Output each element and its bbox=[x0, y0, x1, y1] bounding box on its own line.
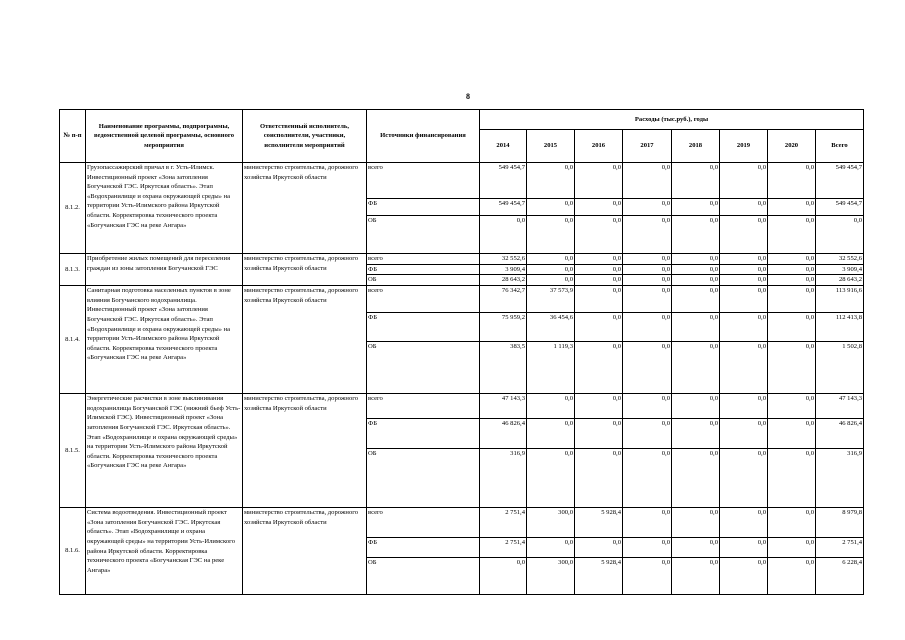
amount-cell: 0,0 bbox=[575, 216, 623, 254]
header-year: 2020 bbox=[768, 130, 816, 163]
item-responsible: министерство строительства, дорожного хозяйства Иркутской области bbox=[243, 163, 367, 254]
amount-cell: 0,0 bbox=[527, 275, 575, 286]
amount-cell: 0,0 bbox=[768, 286, 816, 313]
amount-cell: 0,0 bbox=[575, 538, 623, 558]
header-year: 2018 bbox=[672, 130, 720, 163]
amount-cell: 0,0 bbox=[720, 394, 768, 419]
amount-cell: 0,0 bbox=[575, 163, 623, 199]
amount-cell: 0,0 bbox=[768, 508, 816, 538]
amount-cell: 0,0 bbox=[623, 449, 672, 508]
item-name: Система водоотведения. Инвестиционный проект «Зона затопления Богучанской ГЭС. Иркутская область». Этап «Водохранилище и охрана окружающей среды» на территории Усть-Илимского района Иркутской области. Корректировка технического проекта «Богучанская ГЭС на реке Ангара» bbox=[86, 508, 243, 595]
amount-cell: 0,0 bbox=[720, 419, 768, 449]
item-name: Энергетические расчистки в зоне выклинивания водохранилища Богучанской ГЭС (нижний бьеф Усть-Илимской ГЭС). Инвестиционный проект «Зона затопления Богучанской ГЭС. Иркутская область». Этап «Водохранилище и охрана окружающей среды» на территории Усть-Илимского района Иркутской области. Корректировка технического проекта «Богучанская ГЭС на реке Ангара» bbox=[86, 394, 243, 508]
amount-cell: 0,0 bbox=[768, 342, 816, 394]
amount-cell: 0,0 bbox=[720, 538, 768, 558]
amount-cell: 0,0 bbox=[623, 342, 672, 394]
amount-cell: 0,0 bbox=[575, 394, 623, 419]
amount-cell: 0,0 bbox=[672, 254, 720, 265]
header-year: 2015 bbox=[527, 130, 575, 163]
amount-cell: 0,0 bbox=[623, 216, 672, 254]
amount-cell: 0,0 bbox=[527, 449, 575, 508]
header-responsible: Ответственный исполнитель, соисполнители, участники, исполнители мероприятий bbox=[243, 110, 367, 163]
amount-cell: 0,0 bbox=[768, 558, 816, 595]
amount-cell: 0,0 bbox=[575, 264, 623, 275]
funding-source: ОБ bbox=[367, 275, 480, 286]
amount-total: 3 909,4 bbox=[816, 264, 864, 275]
amount-cell: 0,0 bbox=[720, 342, 768, 394]
amount-cell: 383,5 bbox=[480, 342, 527, 394]
table-row bbox=[60, 508, 864, 538]
amount-cell: 0,0 bbox=[527, 419, 575, 449]
amount-cell: 37 573,9 bbox=[527, 286, 575, 313]
amount-cell: 0,0 bbox=[623, 419, 672, 449]
funding-source: ФБ bbox=[367, 538, 480, 558]
amount-cell: 0,0 bbox=[768, 199, 816, 216]
amount-cell: 549 454,7 bbox=[480, 199, 527, 216]
amount-cell: 0,0 bbox=[527, 394, 575, 419]
amount-cell: 0,0 bbox=[768, 538, 816, 558]
amount-cell: 0,0 bbox=[720, 275, 768, 286]
amount-cell: 0,0 bbox=[720, 286, 768, 313]
item-responsible: министерство строительства, дорожного хозяйства Иркутской области bbox=[243, 254, 367, 286]
amount-cell: 0,0 bbox=[768, 419, 816, 449]
amount-cell: 0,0 bbox=[575, 342, 623, 394]
amount-cell: 0,0 bbox=[575, 419, 623, 449]
amount-total: 46 826,4 bbox=[816, 419, 864, 449]
amount-total: 47 143,3 bbox=[816, 394, 864, 419]
amount-cell: 0,0 bbox=[480, 216, 527, 254]
header-year: 2014 bbox=[480, 130, 527, 163]
amount-total: 113 916,6 bbox=[816, 286, 864, 313]
amount-cell: 75 959,2 bbox=[480, 313, 527, 342]
amount-cell: 28 643,2 bbox=[480, 275, 527, 286]
amount-cell: 0,0 bbox=[623, 508, 672, 538]
amount-cell: 0,0 bbox=[623, 275, 672, 286]
amount-cell: 0,0 bbox=[672, 313, 720, 342]
amount-cell: 0,0 bbox=[527, 264, 575, 275]
funding-source: всего bbox=[367, 508, 480, 538]
header-year: 2016 bbox=[575, 130, 623, 163]
header-no: № п-п bbox=[60, 110, 86, 163]
amount-cell: 0,0 bbox=[672, 163, 720, 199]
amount-cell: 0,0 bbox=[720, 264, 768, 275]
item-responsible: министерство строительства, дорожного хозяйства Иркутской области bbox=[243, 394, 367, 508]
item-name: Санитарная подготовка населенных пунктов в зоне влияния Богучанского водохранилища. Инвестиционный проект «Зона затопления Богучанской ГЭС. Иркутская область». Этап «Водохранилище и охрана окружающей среды» на территории Усть-Илимского района Иркутской области. Корректировка технического проекта «Богучанская ГЭС на реке Ангара» bbox=[86, 286, 243, 394]
amount-cell: 0,0 bbox=[720, 254, 768, 265]
amount-cell: 0,0 bbox=[527, 199, 575, 216]
funding-source: всего bbox=[367, 163, 480, 199]
amount-cell: 0,0 bbox=[480, 558, 527, 595]
amount-total: 1 502,8 bbox=[816, 342, 864, 394]
amount-cell: 0,0 bbox=[623, 163, 672, 199]
item-code: 8.1.5. bbox=[60, 394, 86, 508]
item-code: 8.1.4. bbox=[60, 286, 86, 394]
amount-cell: 0,0 bbox=[575, 286, 623, 313]
item-code: 8.1.6. bbox=[60, 508, 86, 595]
amount-cell: 0,0 bbox=[720, 199, 768, 216]
table-row bbox=[60, 286, 864, 313]
amount-cell: 0,0 bbox=[768, 163, 816, 199]
header-expenses: Расходы (тыс.руб.), годы bbox=[480, 110, 864, 130]
funding-source: ФБ bbox=[367, 419, 480, 449]
page-number: 8 bbox=[466, 92, 470, 101]
amount-total: 28 643,2 bbox=[816, 275, 864, 286]
item-responsible: министерство строительства, дорожного хозяйства Иркутской области bbox=[243, 508, 367, 595]
amount-cell: 0,0 bbox=[623, 558, 672, 595]
amount-cell: 0,0 bbox=[768, 275, 816, 286]
amount-cell: 0,0 bbox=[672, 216, 720, 254]
funding-source: всего bbox=[367, 286, 480, 313]
amount-cell: 0,0 bbox=[672, 286, 720, 313]
amount-cell: 0,0 bbox=[768, 254, 816, 265]
amount-cell: 0,0 bbox=[623, 286, 672, 313]
amount-cell: 0,0 bbox=[720, 216, 768, 254]
amount-cell: 0,0 bbox=[527, 538, 575, 558]
funding-source: ОБ bbox=[367, 449, 480, 508]
amount-cell: 0,0 bbox=[672, 275, 720, 286]
amount-total: 549 454,7 bbox=[816, 163, 864, 199]
funding-source: ОБ bbox=[367, 558, 480, 595]
header-source: Источники финансирования bbox=[367, 110, 480, 163]
item-code: 8.1.2. bbox=[60, 163, 86, 254]
funding-source: ФБ bbox=[367, 313, 480, 342]
amount-cell: 0,0 bbox=[672, 199, 720, 216]
funding-source: ОБ bbox=[367, 216, 480, 254]
amount-cell: 3 909,4 bbox=[480, 264, 527, 275]
header-name: Наименование программы, подпрограммы, ведомственной целевой программы, основного мероприятия bbox=[86, 110, 243, 163]
funding-source: всего bbox=[367, 254, 480, 265]
table-row bbox=[60, 254, 864, 265]
funding-source: ФБ bbox=[367, 264, 480, 275]
amount-cell: 0,0 bbox=[720, 313, 768, 342]
amount-cell: 0,0 bbox=[623, 199, 672, 216]
amount-cell: 0,0 bbox=[527, 163, 575, 199]
amount-cell: 0,0 bbox=[672, 342, 720, 394]
amount-total: 549 454,7 bbox=[816, 199, 864, 216]
amount-cell: 0,0 bbox=[575, 254, 623, 265]
amount-cell: 0,0 bbox=[672, 449, 720, 508]
amount-cell: 0,0 bbox=[575, 313, 623, 342]
amount-cell: 0,0 bbox=[720, 508, 768, 538]
amount-cell: 0,0 bbox=[768, 449, 816, 508]
amount-cell: 300,0 bbox=[527, 558, 575, 595]
amount-cell: 0,0 bbox=[623, 264, 672, 275]
budget-table bbox=[59, 109, 864, 595]
item-name: Грузопассажирский причал в г. Усть-Илимск. Инвестиционный проект «Зона затопления Богучанской ГЭС. Иркутская область». Этап «Водохранилище и охрана окружающей среды» на территории Усть-Илимского района Иркутской области. Корректировка технического проекта «Богучанская ГЭС на реке Ангара» bbox=[86, 163, 243, 254]
amount-cell: 0,0 bbox=[720, 163, 768, 199]
amount-cell: 0,0 bbox=[672, 538, 720, 558]
funding-source: всего bbox=[367, 394, 480, 419]
amount-cell: 5 928,4 bbox=[575, 558, 623, 595]
header-total: Всего bbox=[816, 130, 864, 163]
item-code: 8.1.3. bbox=[60, 254, 86, 286]
amount-cell: 36 454,6 bbox=[527, 313, 575, 342]
amount-cell: 0,0 bbox=[720, 558, 768, 595]
item-responsible: министерство строительства, дорожного хозяйства Иркутской области bbox=[243, 286, 367, 394]
amount-cell: 316,9 bbox=[480, 449, 527, 508]
item-name: Приобретение жилых помещений для переселения граждан из зоны затопления Богучанской ГЭС bbox=[86, 254, 243, 286]
amount-cell: 0,0 bbox=[768, 313, 816, 342]
amount-cell: 2 751,4 bbox=[480, 538, 527, 558]
amount-total: 0,0 bbox=[816, 216, 864, 254]
amount-cell: 0,0 bbox=[672, 419, 720, 449]
amount-cell: 2 751,4 bbox=[480, 508, 527, 538]
amount-cell: 1 119,3 bbox=[527, 342, 575, 394]
amount-cell: 0,0 bbox=[575, 449, 623, 508]
amount-cell: 0,0 bbox=[672, 508, 720, 538]
amount-total: 316,9 bbox=[816, 449, 864, 508]
amount-cell: 0,0 bbox=[623, 538, 672, 558]
amount-cell: 0,0 bbox=[623, 254, 672, 265]
amount-cell: 0,0 bbox=[720, 449, 768, 508]
amount-cell: 47 143,3 bbox=[480, 394, 527, 419]
amount-cell: 0,0 bbox=[575, 199, 623, 216]
amount-cell: 0,0 bbox=[768, 394, 816, 419]
amount-cell: 32 552,6 bbox=[480, 254, 527, 265]
amount-cell: 0,0 bbox=[527, 216, 575, 254]
amount-total: 112 413,8 bbox=[816, 313, 864, 342]
amount-cell: 76 342,7 bbox=[480, 286, 527, 313]
table-body bbox=[60, 163, 864, 595]
amount-total: 32 552,6 bbox=[816, 254, 864, 265]
funding-source: ОБ bbox=[367, 342, 480, 394]
header-year: 2019 bbox=[720, 130, 768, 163]
header-year: 2017 bbox=[623, 130, 672, 163]
amount-cell: 0,0 bbox=[623, 313, 672, 342]
table-row bbox=[60, 163, 864, 199]
amount-cell: 0,0 bbox=[672, 264, 720, 275]
amount-cell: 0,0 bbox=[623, 394, 672, 419]
amount-cell: 0,0 bbox=[768, 216, 816, 254]
amount-cell: 5 928,4 bbox=[575, 508, 623, 538]
table-row bbox=[60, 394, 864, 419]
amount-cell: 0,0 bbox=[527, 254, 575, 265]
amount-cell: 0,0 bbox=[575, 275, 623, 286]
amount-cell: 549 454,7 bbox=[480, 163, 527, 199]
amount-cell: 46 826,4 bbox=[480, 419, 527, 449]
amount-cell: 0,0 bbox=[672, 394, 720, 419]
amount-total: 6 228,4 bbox=[816, 558, 864, 595]
amount-cell: 0,0 bbox=[768, 264, 816, 275]
funding-source: ФБ bbox=[367, 199, 480, 216]
amount-cell: 300,0 bbox=[527, 508, 575, 538]
amount-total: 8 979,8 bbox=[816, 508, 864, 538]
amount-total: 2 751,4 bbox=[816, 538, 864, 558]
amount-cell: 0,0 bbox=[672, 558, 720, 595]
